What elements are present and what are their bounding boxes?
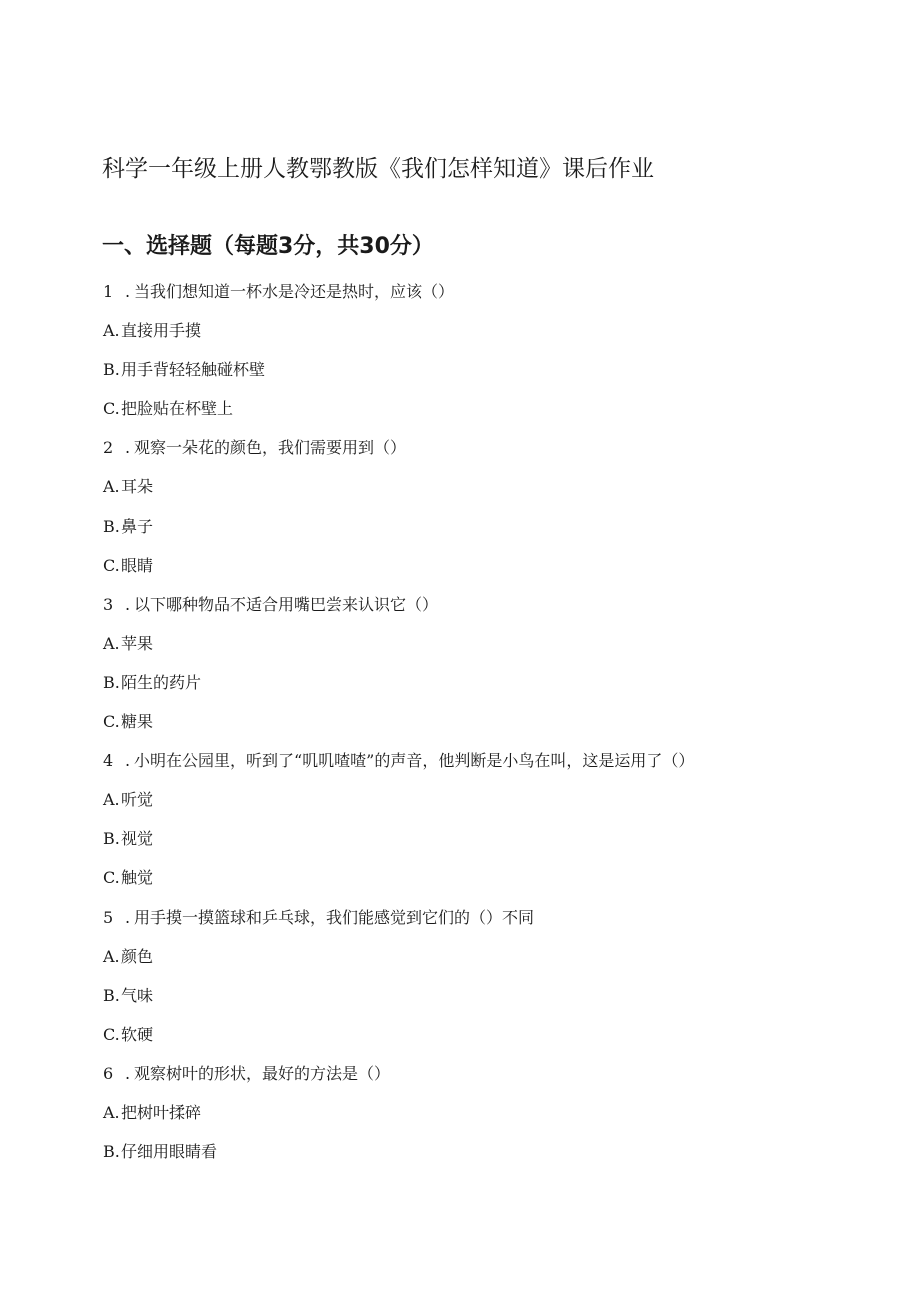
- option-text: 陌生的药片: [121, 672, 202, 692]
- option-5b: [103, 984, 883, 1023]
- option-4b: [103, 827, 883, 866]
- option-2c: [103, 554, 883, 593]
- option-key: C.: [103, 1024, 120, 1044]
- option-2b: [103, 515, 883, 554]
- question-6: 6 . 观察树叶的形状，最好的方法是（）: [103, 1062, 883, 1101]
- option-key: A.: [103, 946, 120, 966]
- question-text: 观察一朵花的颜色，我们需要用到（）: [134, 438, 407, 458]
- option-text: 把树叶揉碎: [121, 1102, 202, 1122]
- question-3: 3 . 以下哪种物品不适合用嘴巴尝来认识它（）: [103, 593, 883, 632]
- option-key: C.: [103, 399, 120, 419]
- option-4a: [103, 788, 883, 827]
- option-text: 颜色: [121, 946, 154, 966]
- option-key: B.: [103, 360, 120, 380]
- question-number: 2: [103, 438, 114, 458]
- option-key: B.: [103, 1142, 120, 1162]
- option-4c: [103, 866, 883, 905]
- section-heading: 一、选择题（每题3分，共30分）: [102, 234, 434, 259]
- option-text: 触觉: [121, 868, 154, 888]
- option-1a: [103, 319, 883, 358]
- option-text: 眼睛: [121, 555, 154, 575]
- question-text: 小明在公园里，听到了“叽叽喳喳”的声音，他判断是小鸟在叫，这是运用了（）: [134, 751, 695, 771]
- question-1: 1 . 当我们想知道一杯水是冷还是热时，应该（）: [103, 280, 883, 319]
- option-text: 糖果: [121, 712, 154, 732]
- option-text: 直接用手摸: [121, 321, 202, 341]
- question-5: 5 . 用手摸一摸篮球和乒乓球，我们能感觉到它们的（）不同: [103, 906, 883, 945]
- option-text: 视觉: [121, 829, 154, 849]
- option-2a: [103, 475, 883, 514]
- option-text: 把脸贴在杯壁上: [121, 399, 234, 419]
- option-key: C.: [103, 555, 120, 575]
- question-text: 当我们想知道一杯水是冷还是热时，应该（）: [134, 282, 455, 301]
- option-text: 耳朵: [121, 477, 154, 497]
- option-key: A.: [103, 1102, 120, 1122]
- option-key: A.: [103, 790, 120, 810]
- question-text: 以下哪种物品不适合用嘴巴尝来认识它（）: [134, 594, 439, 614]
- option-1c: [103, 397, 883, 436]
- option-text: 苹果: [121, 633, 154, 653]
- option-key: A.: [103, 633, 120, 653]
- option-3a: [103, 632, 883, 671]
- option-text: 用手背轻轻触碰杯壁: [121, 360, 266, 380]
- option-5c: [103, 1023, 883, 1062]
- document-title: 科学一年级上册人教鄂教版《我们怎样知道》课后作业: [102, 156, 654, 182]
- question-text: 观察树叶的形状，最好的方法是（）: [134, 1063, 391, 1083]
- option-key: B.: [103, 516, 120, 536]
- question-number: 4: [103, 751, 114, 771]
- option-key: A.: [103, 321, 120, 341]
- option-3b: [103, 671, 883, 710]
- option-key: C.: [103, 712, 120, 732]
- question-2: 2 . 观察一朵花的颜色，我们需要用到（）: [103, 436, 883, 475]
- option-1b: [103, 358, 883, 397]
- question-number: 6: [103, 1063, 114, 1083]
- option-key: B.: [103, 829, 120, 849]
- option-key: B.: [103, 985, 120, 1005]
- question-number: 3: [103, 594, 114, 614]
- option-5a: [103, 945, 883, 984]
- question-list: [103, 280, 883, 1179]
- question-text: 用手摸一摸篮球和乒乓球，我们能感觉到它们的（）不同: [134, 907, 535, 927]
- option-6b: [103, 1140, 883, 1179]
- option-text: 气味: [121, 985, 154, 1005]
- option-key: C.: [103, 868, 120, 888]
- option-3c: [103, 710, 883, 749]
- question-4: 4 . 小明在公园里，听到了“叽叽喳喳”的声音，他判断是小鸟在叫，这是运用了（）: [103, 749, 883, 788]
- option-key: A.: [103, 477, 120, 497]
- option-text: 听觉: [121, 790, 154, 810]
- option-text: 鼻子: [121, 516, 154, 536]
- option-6a: [103, 1101, 883, 1140]
- option-text: 软硬: [121, 1024, 154, 1044]
- question-number: 1: [103, 282, 114, 301]
- question-number: 5: [103, 907, 114, 927]
- option-text: 仔细用眼睛看: [121, 1142, 218, 1162]
- option-key: B.: [103, 672, 120, 692]
